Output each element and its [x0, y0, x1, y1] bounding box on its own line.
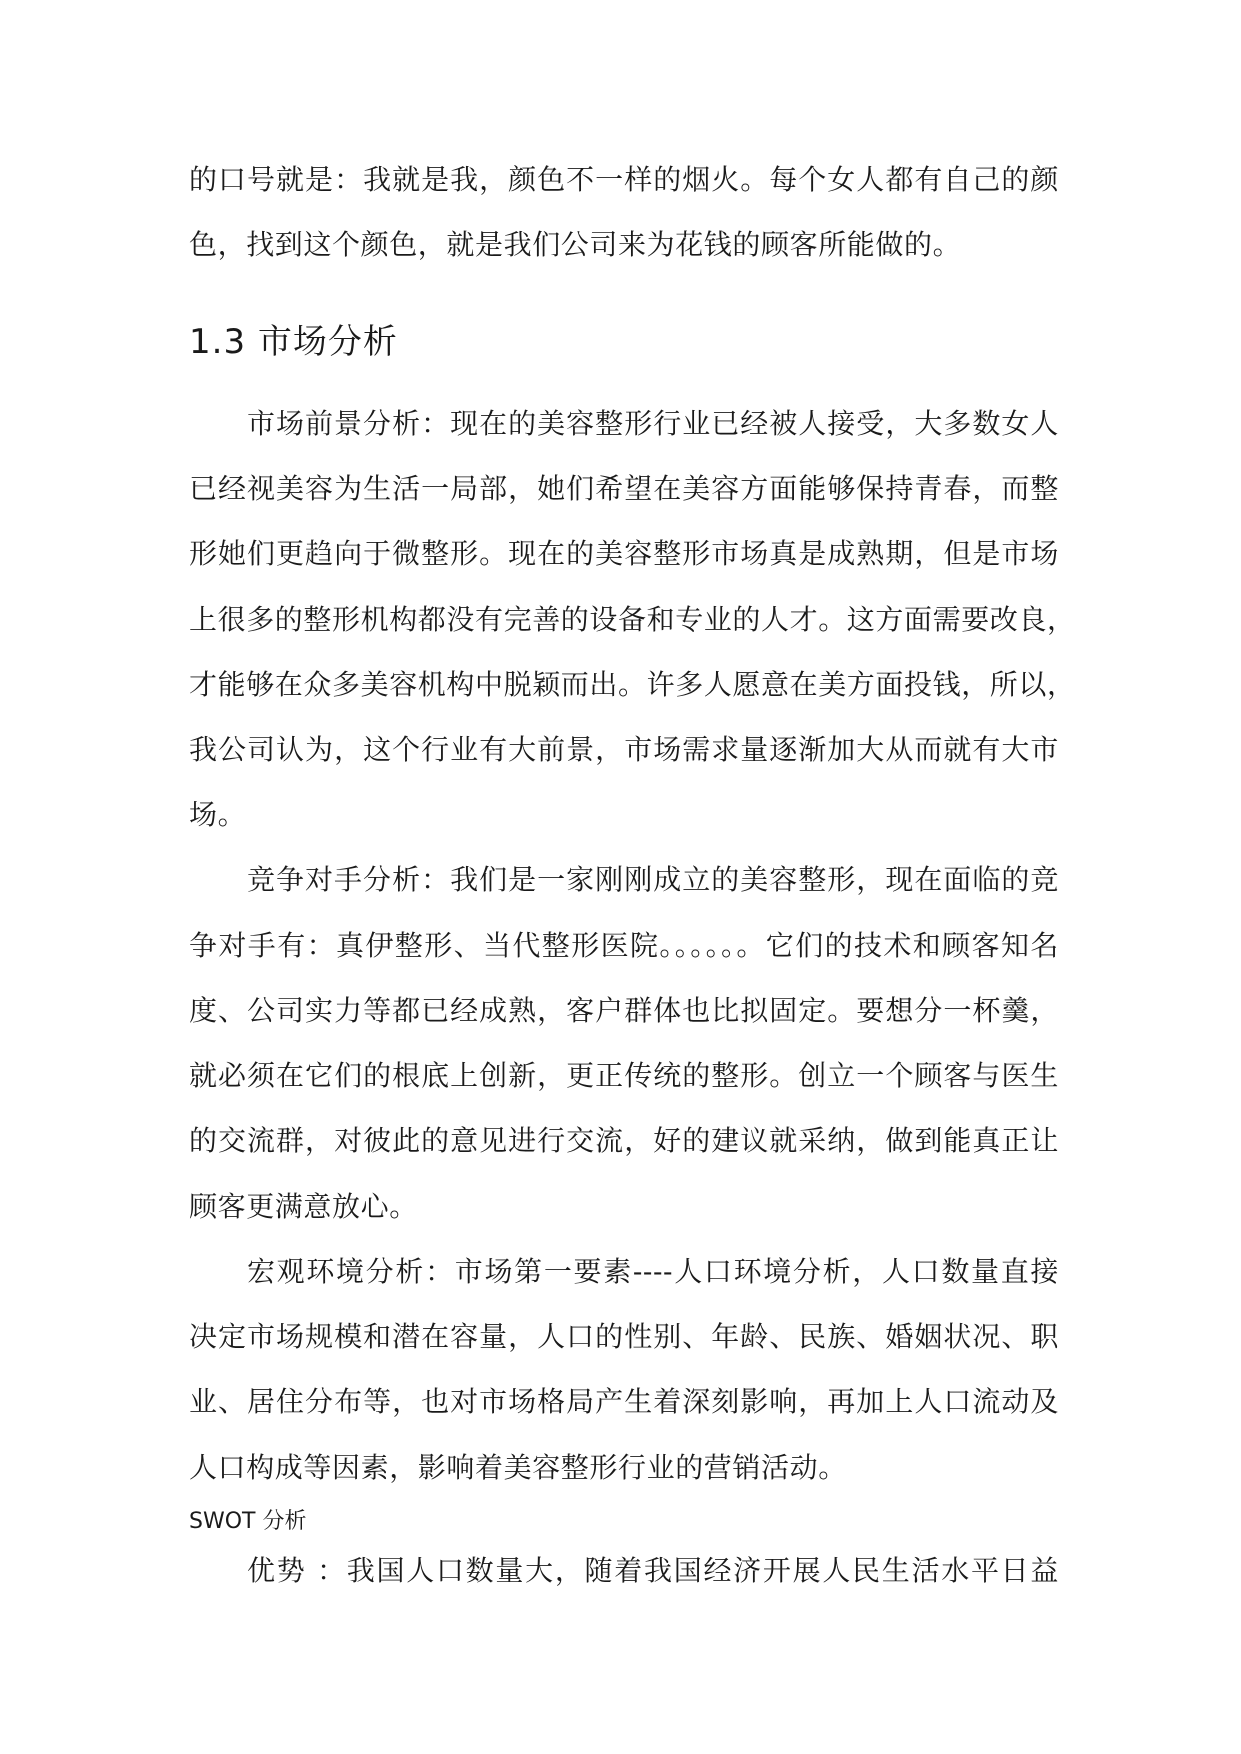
paragraph-line: 市场前景分析：现在的美容整形行业已经被人接受，大多数女人 [247, 407, 1059, 440]
paragraph-line: 争对手有：真伊整形、当代整形医院。。。。。。它们的技术和顾客知名 [189, 929, 1059, 962]
paragraph-line: 宏观环境分析：市场第一要素----人口环境分析，人口数量直接 [247, 1255, 1059, 1288]
paragraph-line: 形她们更趋向于微整形。现在的美容整形市场真是成熟期，但是市场 [189, 537, 1059, 570]
continuation-line: 色，找到这个颜色，就是我们公司来为花钱的顾客所能做的。 [189, 228, 962, 261]
paragraph-line: 场。 [189, 798, 247, 831]
paragraph-line: 上很多的整形机构都没有完善的设备和专业的人才。这方面需要改良， [189, 603, 1076, 636]
paragraph-line: 顾客更满意放心。 [189, 1190, 418, 1223]
continuation-line: 的口号就是：我就是我，颜色不一样的烟火。每个女人都有自己的颜 [189, 163, 1059, 196]
paragraph-line: 优势 ：我国人口数量大，随着我国经济开展人民生活水平日益 [247, 1554, 1059, 1587]
paragraph-line: 我公司认为，这个行业有大前景，市场需求量逐渐加大从而就有大市 [189, 733, 1059, 766]
paragraph-line: 度、公司实力等都已经成熟，客户群体也比拟固定。要想分一杯羹， [189, 994, 1059, 1027]
paragraph-line: 已经视美容为生活一局部，她们希望在美容方面能够保持青春，而整 [189, 472, 1059, 505]
paragraph-line: 人口构成等因素，影响着美容整形行业的营销活动。 [189, 1451, 847, 1484]
swot-heading: SWOT 分析 [189, 1509, 307, 1534]
paragraph-line: 才能够在众多美容机构中脱颖而出。许多人愿意在美方面投钱，所以， [189, 668, 1076, 701]
paragraph-line: 业、居住分布等，也对市场格局产生着深刻影响，再加上人口流动及 [189, 1385, 1059, 1418]
paragraph-line: 的交流群，对彼此的意见进行交流，好的建议就采纳，做到能真正让 [189, 1124, 1059, 1157]
paragraph-line: 竞争对手分析：我们是一家刚刚成立的美容整形，现在面临的竞 [247, 863, 1059, 896]
section-heading: 1.3 市场分析 [189, 322, 398, 362]
paragraph-line: 就必须在它们的根底上创新，更正传统的整形。创立一个顾客与医生 [189, 1059, 1059, 1092]
paragraph-line: 决定市场规模和潜在容量，人口的性别、年龄、民族、婚姻状况、职 [189, 1320, 1059, 1353]
